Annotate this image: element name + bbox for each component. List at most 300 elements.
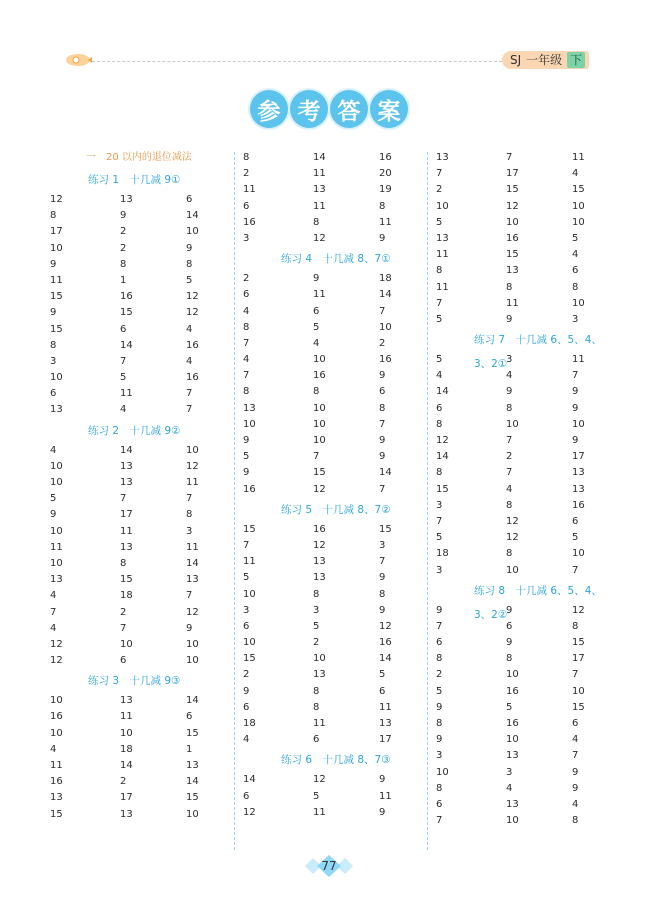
answer-value: 5 (436, 532, 443, 544)
answer-value: 11 (436, 249, 449, 261)
answer-value: 7 (243, 539, 250, 551)
answer-value: 9 (50, 307, 57, 319)
answer-value: 8 (379, 200, 386, 212)
answer-value: 18 (436, 548, 449, 560)
answer-value: 7 (379, 556, 386, 568)
answer-column-3 (436, 150, 616, 829)
answer-value: 8 (436, 467, 443, 479)
answer-row (50, 709, 230, 725)
answer-row (50, 354, 230, 370)
answer-value: 13 (120, 477, 133, 488)
answer-value: 5 (186, 274, 193, 286)
answer-value: 16 (313, 523, 326, 535)
answer-value: 9 (243, 685, 250, 697)
exercise-heading: 练习 6 十几减 8、7③ (281, 754, 391, 767)
answer-row (436, 401, 616, 417)
answer-value: 3 (186, 525, 193, 537)
answer-value: 7 (120, 622, 127, 634)
answer-value: 6 (243, 790, 250, 802)
answer-value: 10 (186, 808, 199, 820)
answer-row (50, 726, 230, 742)
answer-value: 11 (379, 701, 392, 713)
answer-value: 4 (50, 590, 57, 602)
answer-value: 7 (436, 515, 443, 527)
answer-row (243, 304, 423, 320)
answer-value: 13 (313, 669, 326, 681)
answer-row (436, 352, 616, 368)
answer-value: 16 (243, 483, 256, 495)
answer-value: 9 (379, 572, 386, 584)
answer-value: 10 (572, 200, 585, 212)
answer-value: 17 (120, 792, 133, 804)
answer-value: 11 (313, 289, 326, 301)
answer-row (243, 352, 423, 368)
answer-value: 3 (313, 604, 320, 616)
answer-value: 12 (313, 774, 326, 786)
answer-value: 15 (572, 701, 585, 713)
answer-value: 7 (186, 404, 193, 416)
answer-row (436, 765, 616, 781)
answer-row (436, 716, 616, 732)
answer-row (436, 384, 616, 400)
answer-value: 20 (379, 168, 392, 180)
answer-value: 5 (436, 354, 443, 366)
answer-value: 16 (243, 216, 256, 228)
page-title (0, 90, 658, 128)
answer-value: 9 (243, 467, 250, 479)
answer-value: 9 (572, 402, 579, 414)
answer-value: 5 (436, 313, 443, 325)
answer-value: 2 (436, 669, 443, 681)
answer-value: 3 (436, 750, 443, 762)
answer-value: 10 (243, 588, 256, 600)
answer-value: 6 (506, 620, 513, 632)
answer-value: 14 (436, 451, 449, 463)
answer-value: 7 (379, 305, 386, 317)
answer-value: 10 (436, 766, 449, 778)
answer-value: 11 (50, 541, 63, 553)
page-number: 77 (321, 859, 337, 873)
answer-row (50, 208, 230, 224)
answer-value: 4 (506, 483, 513, 495)
answer-value: 15 (50, 323, 63, 335)
answer-row (436, 700, 616, 716)
section-heading: 一 20 以内的退位减法 (86, 152, 192, 163)
answer-value: 10 (186, 655, 199, 667)
answer-value: 11 (50, 274, 63, 286)
answer-row (243, 368, 423, 384)
answer-value: 8 (436, 418, 443, 430)
answer-value: 2 (506, 451, 513, 463)
answer-row (243, 336, 423, 352)
answer-value: 14 (186, 210, 199, 222)
answer-value: 5 (313, 790, 320, 802)
answer-value: 7 (506, 435, 513, 446)
title-char: 答 (330, 90, 368, 128)
answer-value: 8 (120, 557, 127, 569)
answer-value: 16 (506, 232, 519, 244)
answer-value: 15 (243, 653, 256, 665)
answer-value: 6 (379, 386, 386, 398)
answer-value: 6 (120, 323, 127, 335)
header-dashed-line (92, 61, 502, 62)
answer-value: 10 (313, 354, 326, 366)
answer-value: 17 (120, 509, 133, 521)
answer-row (243, 166, 423, 182)
answer-value: 8 (506, 281, 513, 293)
answer-value: 10 (313, 402, 326, 414)
answer-value: 4 (243, 354, 250, 366)
answer-row (243, 651, 423, 667)
answer-value: 12 (313, 232, 326, 244)
answer-value: 14 (186, 557, 199, 569)
answer-value: 8 (436, 782, 443, 794)
answer-value: 1 (186, 743, 193, 755)
answer-value: 13 (50, 574, 63, 586)
answer-row (50, 289, 230, 305)
answer-row (50, 540, 230, 556)
answer-row (50, 459, 230, 475)
answer-value: 11 (120, 525, 133, 537)
answer-value: 8 (50, 339, 57, 351)
answer-value: 5 (120, 372, 127, 384)
answer-value: 8 (506, 653, 513, 665)
answer-row (243, 684, 423, 700)
answer-value: 11 (436, 281, 449, 293)
answer-row (50, 273, 230, 289)
answer-value: 12 (186, 291, 199, 303)
answer-value: 10 (50, 525, 63, 537)
answer-value: 11 (313, 718, 326, 729)
answer-value: 10 (243, 637, 256, 649)
answer-value: 7 (436, 815, 443, 827)
answer-value: 16 (50, 776, 63, 788)
exercise-heading: 练习 1 十几减 9① (88, 174, 181, 186)
answer-row (243, 320, 423, 336)
answer-value: 12 (186, 460, 199, 472)
answer-value: 11 (313, 806, 326, 818)
answer-value: 9 (379, 232, 386, 244)
answer-value: 11 (243, 184, 256, 196)
exercise-heading: 练习 7 十几减 6、5、4、3、2① (474, 334, 602, 371)
answer-value: 8 (313, 701, 320, 713)
answer-value: 6 (436, 637, 443, 649)
answer-value: 3 (506, 766, 513, 778)
answer-value: 10 (436, 200, 449, 212)
answer-row (50, 370, 230, 386)
answer-value: 7 (572, 669, 579, 681)
answer-value: 17 (572, 451, 585, 463)
answer-value: 10 (313, 418, 326, 430)
answer-value: 4 (506, 782, 513, 794)
answer-value: 10 (379, 321, 392, 333)
answer-row (243, 199, 423, 215)
answer-row (50, 241, 230, 257)
answer-value: 6 (186, 194, 193, 205)
answer-row (243, 716, 423, 732)
answer-value: 18 (379, 273, 392, 285)
answer-row (436, 498, 616, 514)
answer-row (243, 465, 423, 481)
answer-row (50, 386, 230, 402)
answer-value: 9 (506, 604, 513, 616)
answer-row (50, 572, 230, 588)
answer-value: 16 (186, 372, 199, 384)
answer-row (243, 554, 423, 570)
answer-value: 17 (506, 168, 519, 180)
answer-value: 8 (120, 258, 127, 270)
page-number-badge (299, 852, 359, 880)
answer-row (436, 417, 616, 433)
column-divider (234, 152, 235, 850)
answer-value: 8 (243, 321, 250, 333)
answer-value: 3 (243, 604, 250, 616)
answer-value: 8 (186, 509, 193, 521)
answer-row (243, 482, 423, 498)
answer-value: 13 (120, 808, 133, 820)
answer-value: 10 (313, 653, 326, 665)
answer-row (50, 774, 230, 790)
answer-value: 15 (120, 574, 133, 586)
answer-value: 10 (50, 695, 63, 707)
answer-value: 13 (120, 541, 133, 553)
answer-value: 10 (50, 557, 63, 569)
answer-value: 8 (186, 258, 193, 270)
answer-value: 16 (186, 339, 199, 351)
answer-value: 16 (506, 685, 519, 697)
answer-value: 14 (120, 760, 133, 771)
answer-value: 12 (313, 483, 326, 495)
answer-value: 12 (379, 620, 392, 632)
answer-value: 11 (572, 152, 585, 163)
answer-value: 19 (379, 184, 392, 196)
answer-value: 8 (436, 265, 443, 277)
answer-row (50, 192, 230, 208)
answer-value: 12 (506, 515, 519, 527)
answer-value: 13 (313, 184, 326, 196)
answer-row (436, 781, 616, 797)
answer-value: 15 (572, 637, 585, 649)
answer-row (50, 507, 230, 523)
answer-value: 7 (243, 337, 250, 349)
answer-value: 7 (120, 355, 127, 367)
answer-row (436, 563, 616, 579)
answer-row (436, 732, 616, 748)
answer-value: 10 (506, 216, 519, 228)
answer-value: 6 (50, 388, 57, 400)
answer-value: 10 (50, 242, 63, 254)
answer-value: 13 (572, 467, 585, 479)
answer-value: 9 (379, 451, 386, 463)
answer-value: 9 (572, 386, 579, 398)
answer-value: 16 (379, 152, 392, 163)
answer-value: 7 (436, 297, 443, 309)
answer-value: 14 (313, 152, 326, 163)
answer-value: 17 (379, 734, 392, 746)
answer-value: 14 (186, 695, 199, 707)
answer-column-2 (243, 150, 423, 821)
answer-value: 10 (506, 418, 519, 430)
answer-value: 15 (120, 307, 133, 319)
answer-row (50, 402, 230, 418)
answer-value: 12 (436, 435, 449, 446)
answer-row (50, 588, 230, 604)
title-char: 考 (290, 90, 328, 128)
answer-value: 7 (50, 606, 57, 618)
rocket-icon (64, 52, 92, 68)
answer-value: 8 (436, 718, 443, 729)
answer-value: 13 (506, 798, 519, 810)
answer-row (436, 296, 616, 312)
answer-value: 13 (313, 556, 326, 568)
answer-value: 8 (572, 281, 579, 293)
answer-value: 11 (50, 760, 63, 771)
answer-value: 15 (186, 792, 199, 804)
answer-value: 9 (243, 435, 250, 446)
answer-value: 4 (50, 622, 57, 634)
answer-value: 10 (120, 727, 133, 739)
answer-row (243, 417, 423, 433)
answer-row (50, 475, 230, 491)
answer-row (50, 556, 230, 572)
answer-row (436, 368, 616, 384)
answer-value: 9 (313, 273, 320, 285)
answer-value: 9 (379, 370, 386, 382)
answer-value: 3 (436, 564, 443, 576)
answer-row (436, 263, 616, 279)
answer-row (243, 772, 423, 788)
answer-row (50, 693, 230, 709)
answer-value: 9 (379, 806, 386, 818)
answer-value: 4 (243, 305, 250, 317)
answer-value: 2 (243, 669, 250, 681)
answer-value: 15 (506, 249, 519, 261)
answer-value: 12 (50, 655, 63, 667)
column-divider (427, 152, 428, 850)
answer-value: 11 (313, 168, 326, 180)
answer-column-1 (50, 150, 230, 823)
answer-value: 2 (243, 273, 250, 285)
answer-row (50, 524, 230, 540)
answer-value: 4 (572, 798, 579, 810)
answer-value: 6 (313, 305, 320, 317)
answer-value: 13 (186, 760, 199, 771)
answer-row (436, 433, 616, 449)
answer-value: 11 (506, 297, 519, 309)
answer-row (243, 231, 423, 247)
answer-value: 13 (572, 483, 585, 495)
answer-value: 11 (379, 216, 392, 228)
answer-value: 12 (186, 606, 199, 618)
answer-row (436, 166, 616, 182)
answer-row (436, 546, 616, 562)
answer-row (50, 621, 230, 637)
answer-value: 10 (243, 418, 256, 430)
title-char: 案 (370, 90, 408, 128)
answer-value: 8 (379, 402, 386, 414)
answer-value: 10 (506, 815, 519, 827)
answer-row (243, 384, 423, 400)
answer-row (436, 482, 616, 498)
answer-value: 9 (506, 313, 513, 325)
answer-row (243, 603, 423, 619)
answer-value: 12 (506, 532, 519, 544)
answer-value: 14 (120, 444, 133, 456)
answer-value: 10 (506, 734, 519, 746)
answer-value: 8 (506, 548, 513, 560)
answer-value: 1 (120, 274, 127, 286)
answer-row (50, 807, 230, 823)
answer-value: 8 (379, 588, 386, 600)
answer-row (50, 224, 230, 240)
answer-row (50, 338, 230, 354)
answer-row (436, 199, 616, 215)
answer-value: 5 (572, 232, 579, 244)
answer-row (436, 530, 616, 546)
answer-value: 7 (379, 483, 386, 495)
answer-value: 8 (243, 152, 250, 163)
answer-value: 3 (379, 539, 386, 551)
answer-value: 6 (572, 515, 579, 527)
answer-value: 9 (379, 774, 386, 786)
answer-value: 10 (506, 669, 519, 681)
answer-value: 10 (186, 638, 199, 650)
answer-value: 7 (120, 493, 127, 505)
answer-value: 14 (436, 386, 449, 398)
answer-value: 16 (50, 711, 63, 723)
answer-value: 7 (186, 493, 193, 505)
answer-value: 4 (572, 734, 579, 746)
answer-value: 10 (572, 216, 585, 228)
answer-value: 15 (436, 483, 449, 495)
answer-value: 9 (436, 701, 443, 713)
answer-value: 3 (50, 355, 57, 367)
answer-value: 16 (313, 370, 326, 382)
answer-row (50, 305, 230, 321)
answer-value: 10 (50, 372, 63, 384)
answer-value: 8 (313, 216, 320, 228)
answer-value: 13 (120, 460, 133, 472)
answer-value: 12 (186, 307, 199, 319)
answer-row (243, 433, 423, 449)
answer-value: 9 (186, 622, 193, 634)
answer-value: 8 (50, 210, 57, 222)
answer-value: 14 (379, 653, 392, 665)
answer-row (436, 215, 616, 231)
answer-value: 5 (572, 532, 579, 544)
answer-value: 6 (243, 200, 250, 212)
answer-value: 13 (436, 152, 449, 163)
answer-value: 6 (243, 289, 250, 301)
answer-value: 8 (313, 685, 320, 697)
answer-row (50, 790, 230, 806)
answer-value: 12 (313, 539, 326, 551)
answer-row (436, 797, 616, 813)
answer-value: 5 (379, 669, 386, 681)
answer-value: 6 (572, 718, 579, 729)
exercise-heading: 练习 2 十几减 9② (88, 424, 181, 437)
answer-value: 2 (120, 606, 127, 618)
answer-value: 8 (572, 815, 579, 827)
answer-value: 9 (50, 258, 57, 270)
answer-value: 16 (120, 291, 133, 303)
answer-value: 9 (120, 210, 127, 222)
answer-value: 15 (50, 808, 63, 820)
answer-value: 4 (572, 249, 579, 261)
answer-value: 9 (50, 509, 57, 521)
answer-value: 4 (572, 168, 579, 180)
answer-value: 16 (506, 718, 519, 729)
